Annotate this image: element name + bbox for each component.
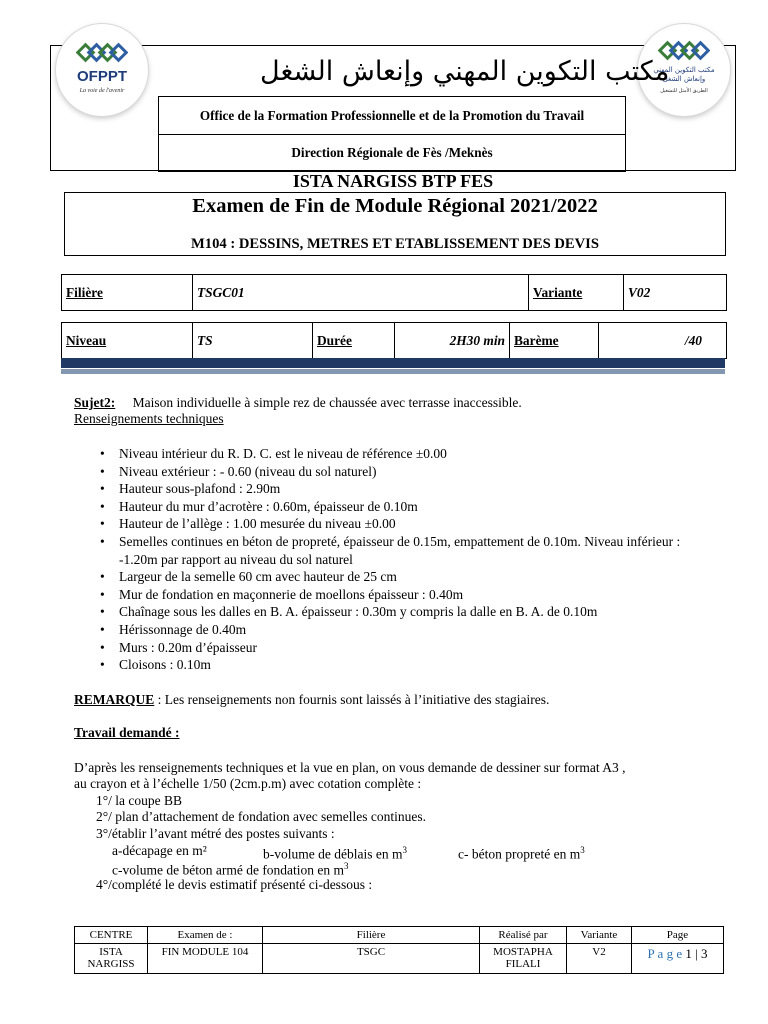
travail-intro-1: D’après les renseignements techniques et la vue en plan, on vous demande de dessiner sur format A3 , xyxy=(74,760,626,775)
bullet-icon: • xyxy=(100,533,105,549)
footer-variante: V2 xyxy=(567,944,632,974)
sujet-text: Maison individuelle à simple rez de chaussée avec terrasse inaccessible. xyxy=(132,395,522,410)
list-item: • Chaînage sous les dalles en B. A. épaisseur : 0.30m y compris la dalle en B. A. de 0.10m xyxy=(100,604,598,620)
footer-value-row xyxy=(75,944,724,974)
ofppt-logo-mark-icon xyxy=(76,42,128,64)
variante-label: Variante xyxy=(529,275,624,311)
bullet-icon: • xyxy=(100,657,105,673)
footer-page: P a g e 1 | 3 xyxy=(632,944,724,974)
module-title: M104 : DESSINS, METRES ET ETABLISSEMENT DES DEVIS xyxy=(191,236,599,252)
travail-sub-c2: c-volume de béton armé de fondation en $m^3$ xyxy=(112,861,349,878)
list-item: • Niveau intérieur du R. D. C. est le niveau de référence ±0.00 xyxy=(100,446,447,461)
list-item: • Murs : 0.20m d’épaisseur xyxy=(100,639,257,655)
travail-intro-2: au crayon et à l’échelle 1/50 (2cm.p.m) avec cotation complète : xyxy=(74,776,422,791)
list-item: • Hauteur sous-plafond : 2.90m xyxy=(100,481,281,497)
list-item: • Niveau extérieur : - 0.60 (niveau du sol naturel) xyxy=(100,463,377,479)
variante-value: V02 xyxy=(624,275,727,311)
footer-table xyxy=(74,926,724,974)
bullet-icon: • xyxy=(100,498,105,514)
footer-centre: ISTA NARGISS xyxy=(75,944,148,974)
list-item: • Mur de fondation en maçonnerie de moellons épaisseur : 0.40m xyxy=(100,586,464,602)
separator-band-dark xyxy=(61,358,725,368)
arabic-office-title: مكتب التكوين المهني وإنعاش الشغل xyxy=(260,56,670,87)
bullet-icon: • xyxy=(100,481,105,497)
remarque-text: : Les renseignements non fournis sont laissés à l’initiative des stagiaires. xyxy=(154,692,550,707)
travail-item-1: 1°/ la coupe BB xyxy=(96,793,183,808)
office-divider xyxy=(158,134,626,135)
list-item: • Cloisons : 0.10m xyxy=(100,657,211,673)
niveau-value: TS xyxy=(193,323,313,359)
renseignements-heading: Renseignements techniques xyxy=(74,411,224,426)
bullet-icon: • xyxy=(100,446,105,461)
travail-item-3: 3°/établir l’avant métré des postes suivants : xyxy=(96,826,335,841)
bullet-icon: • xyxy=(100,569,105,585)
list-item: • Semelles continues en béton de propreté, épaisseur de 0.15m, empattement de 0.10m. Niveau inférieur : -1.20m par rapport au niveau du sol naturel xyxy=(100,533,681,567)
bullet-icon: • xyxy=(100,621,105,637)
technical-info-list xyxy=(100,445,720,674)
ofppt-tagline: La voie de l'avenir xyxy=(79,88,125,94)
bullet-icon: • xyxy=(100,516,105,532)
ofppt-arabic-brand: مكتب التكوين المهني وإنعاش الشغل xyxy=(653,66,715,83)
footer-header-row: CENTRE Examen de : Filière Réalisé par Variante Page xyxy=(75,927,724,944)
bareme-label: Barème xyxy=(510,323,599,359)
institute-name: ISTA NARGISS BTP FES xyxy=(292,171,494,191)
footer-filiere: TSGC xyxy=(263,944,480,974)
separator-band-light xyxy=(61,369,725,374)
sujet-label: Sujet2: xyxy=(74,395,116,410)
filiere-table xyxy=(61,274,727,311)
list-item: • Hérissonnage de 0.40m xyxy=(100,621,247,637)
bullet-icon: • xyxy=(100,604,105,620)
niveau-label: Niveau xyxy=(62,323,193,359)
travail-sub-c1: c- béton propreté en $m^3$ xyxy=(458,845,585,862)
duree-value: 2H30 min xyxy=(395,323,510,359)
travail-sub-a: a-décapage en m² xyxy=(112,843,207,858)
bullet-icon: • xyxy=(100,639,105,655)
filiere-value: TSGC01 xyxy=(193,275,529,311)
list-item: • Hauteur de l’allège : 1.00 mesurée du niveau ±0.00 xyxy=(100,516,396,532)
bareme-value: /40 xyxy=(599,323,727,359)
footer-realise: MOSTAPHA FILALI xyxy=(480,944,567,974)
ofppt-logo-left xyxy=(56,24,148,116)
ofppt-arabic-tagline: الطريق الأمثل للتشغيل xyxy=(660,88,708,94)
travail-sub-b: b-volume de déblais en $m^3$ xyxy=(263,845,407,862)
filiere-label: Filière xyxy=(62,275,193,311)
list-item: • Hauteur du mur d’acrotère : 0.60m, épaisseur de 0.10m xyxy=(100,498,418,514)
ofppt-brand: OFPPT xyxy=(76,68,127,85)
footer-examen: FIN MODULE 104 xyxy=(148,944,263,974)
sujet-line xyxy=(74,394,522,411)
bullet-icon: • xyxy=(100,463,105,479)
travail-heading: Travail demandé : xyxy=(74,725,180,740)
list-item: • Largeur de la semelle 60 cm avec hauteur de 25 cm xyxy=(100,569,397,585)
regional-direction: Direction Régionale de Fès /Meknès xyxy=(291,145,493,160)
remarque-label: REMARQUE xyxy=(74,692,155,707)
exam-title: Examen de Fin de Module Régional 2021/2022 xyxy=(192,195,598,217)
remarque-line xyxy=(74,691,549,708)
bullet-icon: • xyxy=(100,586,105,602)
duree-label: Durée xyxy=(313,323,395,359)
niveau-table xyxy=(61,322,727,359)
travail-item-4: 4°/complété le devis estimatif présenté ci-dessous : xyxy=(96,877,373,892)
travail-item-2: 2°/ plan d’attachement de fondation avec semelles continues. xyxy=(96,809,427,824)
office-name: Office de la Formation Professionnelle et de la Promotion du Travail xyxy=(199,108,585,123)
